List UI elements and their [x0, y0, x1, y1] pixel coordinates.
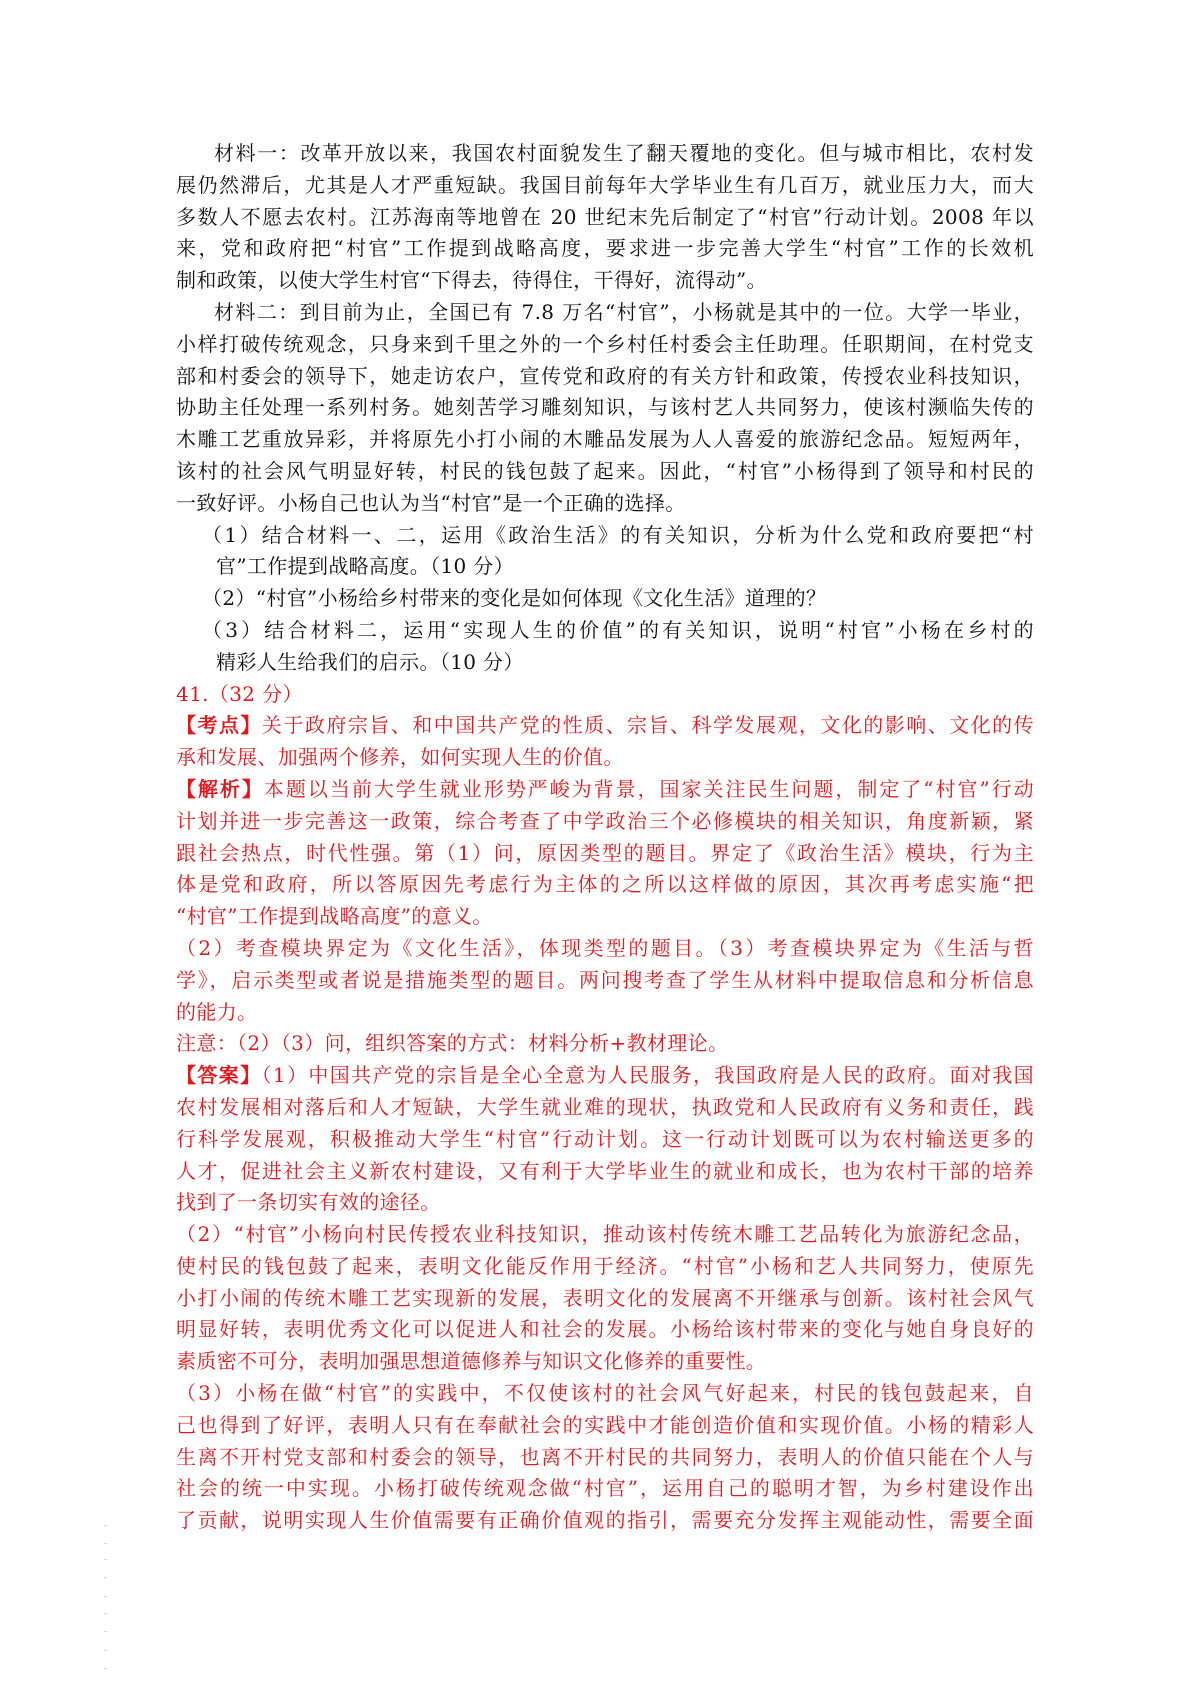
question-3-line: （3）结合材料二，运用“实现人生的价值”的有关知识，说明“村官”小杨在乡村的: [202, 617, 1034, 642]
question-2: （2）“村官”小杨给乡村带来的变化是如何体现《文化生活》道理的？: [202, 586, 827, 611]
daan-text: （1）中国共产党的宗旨是全心全意为人民服务，我国政府是人民的政府。面对我国: [261, 1063, 1034, 1088]
daan-3-line: 社会的统一中实现。小杨打破传统观念做“村官”，运用自己的聪明才智，为乡村建设作出: [176, 1476, 1034, 1501]
document-page: [176, 138, 1034, 1537]
daan-1-line: 行科学发展观，积极推动大学生“村官”行动计划。这一行动计划既可以为农村输送更多的: [176, 1126, 1034, 1151]
note-line: 注意：（2）（3）问，组织答案的方式：材料分析+教材理论。: [176, 1031, 729, 1056]
daan-1-line: 农村发展相对落后和人才短缺，大学生就业难的现状，执政党和人民政府有义务和责任，践: [176, 1094, 1034, 1119]
jiexi-tag: 【解析】: [176, 776, 264, 801]
kaodian-tag: 【考点】: [176, 713, 262, 738]
jiexi-line: （2）考查模块界定为《文化生活》，体现类型的题目。（3）考查模块界定为《生活与哲: [176, 935, 1034, 960]
daan-2-line: （2）“村官”小杨向村民传授农业科技知识，推动该村传统木雕工艺品转化为旅游纪念品，: [176, 1222, 1034, 1247]
daan-1-line: 找到了一条切实有效的途径。: [176, 1190, 441, 1215]
daan-3-line: 了贡献，说明实现人生价值需要有正确价值观的指引，需要充分发挥主观能动性，需要全面: [176, 1508, 1034, 1533]
material-two-line: 部和村委会的领导下，她走访农户，宣传党和政府的有关方针和政策，传授农业科技知识，: [176, 363, 1034, 388]
daan-3-line: 生离不开村党支部和村委会的领导，也离不开村民的共同努力，表明人的价值只能在个人与: [176, 1444, 1034, 1469]
daan-tag: 【答案】: [176, 1063, 262, 1088]
material-two-line: 协助主任处理一系列村务。她刻苦学习雕刻知识，与该村艺人共同努力，使该村濒临失传的: [176, 395, 1034, 420]
jiexi-line: “村官”工作提到战略高度”的意义。: [176, 904, 493, 929]
material-two-line: 木雕工艺重放异彩，并将原先小打小闹的木雕品发展为人人喜爱的旅游纪念品。短短两年，: [176, 427, 1034, 452]
material-one-line: 制和政策，以使大学生村官“下得去，待得住，干得好，流得动”。: [176, 268, 767, 293]
material-one-line: 来，党和政府把“村官”工作提到战略高度，要求进一步完善大学生“村官”工作的长效机: [176, 236, 1034, 261]
material-two: [176, 297, 1034, 520]
daan-3-line: （3）小杨在做“村官”的实践中，不仅使该村的社会风气好起来，村民的钱包鼓起来，自: [176, 1381, 1034, 1406]
jiexi-line: 跟社会热点，时代性强。第（1）问，原因类型的题目。界定了《政治生活》模块，行为主: [176, 840, 1034, 865]
scan-edge-marks: [104, 1525, 116, 1685]
kaodian-line: 承和发展、加强两个修养，如何实现人生的价值。: [176, 745, 624, 770]
daan-2-line: 明显好转，表明优秀文化可以促进人和社会的发展。小杨给该村带来的变化与她自身良好的: [176, 1317, 1034, 1342]
material-one-line: 材料一：改革开放以来，我国农村面貌发生了翻天覆地的变化。但与城市相比，农村发: [214, 141, 1034, 165]
daan-2-line: 素质密不可分，表明加强思想道德修养与知识文化修养的重要性。: [176, 1349, 767, 1374]
jiexi-line: 体是党和政府，所以答原因先考虑行为主体的之所以这样做的原因，其次再考虑实施“把: [176, 872, 1034, 897]
material-two-line: 材料二：到目前为止，全国已有 7.8 万名“村官”，小杨就是其中的一位。大学一毕业，: [214, 299, 1034, 324]
jiexi-line: 计划并进一步完善这一政策，综合考查了中学政治三个必修模块的相关知识，角度新颖，紧: [176, 808, 1034, 833]
material-two-line: 该村的社会风气明显好转，村民的钱包鼓了起来。因此，“村官”小杨得到了领导和村民的: [176, 458, 1034, 483]
material-one-line: 多数人不愿去农村。江苏海南等地曾在 20 世纪末先后制定了“村官”行动计划。2008 年以: [176, 204, 1034, 229]
question-list: [176, 520, 1034, 679]
daan-1-line: [176, 1060, 1034, 1092]
question-1-line: 官”工作提到战略高度。（10 分）: [216, 554, 514, 579]
material-two-line: 小样打破传统观念，只身来到千里之外的一个乡村任村委会主任助理。任职期间，在村党支: [176, 331, 1034, 356]
kaodian-line: [176, 710, 1034, 742]
question-1-line: （1）结合材料一、二，运用《政治生活》的有关知识，分析为什么党和政府要把“村: [202, 522, 1034, 547]
kaodian-text: 关于政府宗旨、和中国共产党的性质、宗旨、科学发展观，文化的影响、文化的传: [261, 713, 1034, 738]
material-one-line: 展仍然滞后，尤其是人才严重短缺。我国目前每年大学毕业生有几百万，就业压力大，而大: [176, 172, 1034, 197]
daan-2-line: 使村民的钱包鼓了起来，表明文化能反作用于经济。“村官”小杨和艺人共同努力，使原先: [176, 1253, 1034, 1278]
jiexi-text: 本题以当前大学生就业形势严峻为背景，国家关注民生问题，制定了“村官”行动: [263, 776, 1034, 801]
daan-3-line: 己也得到了好评，表明人只有在奉献社会的实践中才能创造价值和实现价值。小杨的精彩人: [176, 1412, 1034, 1437]
material-one: [176, 138, 1034, 297]
question-3-line: 精彩人生给我们的启示。（10 分）: [216, 649, 524, 674]
jiexi-line: 学》，启示类型或者说是措施类型的题目。两问搜考查了学生从材料中提取信息和分析信息: [176, 967, 1034, 992]
answer-heading: 41.（32 分）: [176, 681, 303, 706]
daan-1-line: 人才，促进社会主义新农村建设，又有利于大学毕业生的就业和成长，也为农村干部的培养: [176, 1158, 1034, 1183]
daan-2-line: 小打小闹的传统木雕工艺实现新的发展，表明文化的发展离不开继承与创新。该村社会风气: [176, 1285, 1034, 1310]
jiexi-line: [176, 774, 1034, 806]
jiexi-line: 的能力。: [176, 999, 258, 1024]
material-two-line: 一致好评。小杨自己也认为当“村官”是一个正确的选择。: [176, 490, 686, 515]
answer-section: [176, 679, 1034, 1538]
